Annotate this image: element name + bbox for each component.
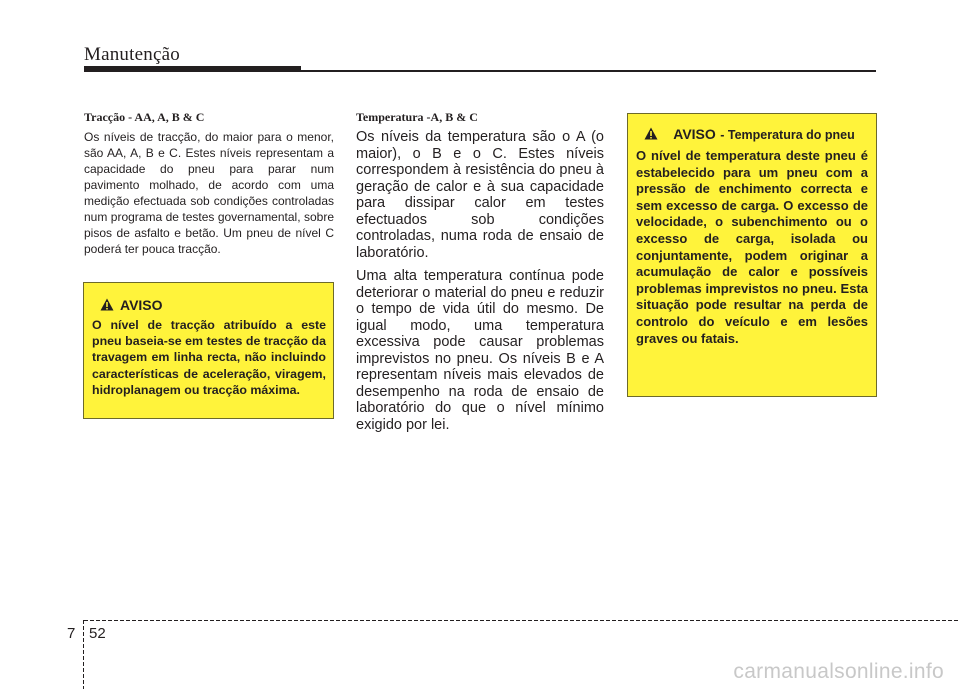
warning-text: O nível de temperatura deste pneu é estabelecido para um pneu com a pressão de enchimento correcta e sem excesso de carga. O excesso de velocidade, o subenchimento ou o excesso de carga, isolada ou conjuntamente, podem originar a acumulação de calor e possíveis problemas imprevistos no pneu. Esta situação pode resultar na perda de controlo do veículo e em lesões graves ou fatais. <box>636 148 868 346</box>
traction-section <box>84 110 334 257</box>
footer-divider <box>83 620 84 689</box>
temperature-heading: Temperatura -A, B & C <box>356 110 478 124</box>
warning-text: O nível de tracção atribuído a este pneu baseia-se em testes de tracção da travagem em linha recta, não incluindo características de aceleração, viragem, hidroplanagem ou tracção máxima. <box>92 318 326 397</box>
temperature-para-2: Uma alta temperatura contínua pode deteriorar o material do pneu e reduzir o tempo de vida útil do mesmo. De igual modo, uma temperatura excessiva pode causar problemas imprevistos no pneu. Os níveis B e A representam níveis mais elevados de desempenho na roda de ensaio de laboratório do que o nível mínimo exigido por lei. <box>356 268 604 433</box>
traction-body: Os níveis de tracção, do maior para o menor, são AA, A, B e C. Estes níveis representam a capacidade do pneu para parar num pavimento molhado, de acordo com uma medição efectuada sob condições controladas num programa de testes governamental, sobre pisos de asfalto e betão. Um pneu de nível C poderá ter pouca tracção. <box>84 130 334 256</box>
temperature-warning-box <box>627 113 877 397</box>
header-rule-thick <box>84 66 301 72</box>
warning-label: AVISO <box>673 126 716 142</box>
warning-label: AVISO <box>120 297 163 313</box>
temperature-para-1: Os níveis da temperatura são o A (o maior), o B e o C. Estes níveis correspondem à resistência do pneu à geração de calor e à sua capacidade para dissipar calor em testes efectuados sob condições controladas, numa roda de ensaio de laboratório. <box>356 129 604 261</box>
header-rule-thin <box>301 70 876 72</box>
watermark: carmanualsonline.info <box>733 660 944 683</box>
warning-triangle-icon <box>100 298 114 311</box>
warning-header <box>644 126 868 144</box>
warning-subtitle: - Temperatura do pneu <box>720 128 855 142</box>
traction-warning-box <box>83 282 334 419</box>
footer-rule <box>84 620 960 621</box>
temperature-section <box>356 110 604 440</box>
chapter-number: 7 <box>67 625 76 642</box>
traction-heading: Tracção - AA, A, B & C <box>84 110 205 124</box>
warning-triangle-icon <box>644 127 658 140</box>
warning-header <box>100 297 326 313</box>
page-number: 52 <box>89 625 106 642</box>
section-title: Manutenção <box>84 44 180 65</box>
warning-title <box>664 126 864 144</box>
